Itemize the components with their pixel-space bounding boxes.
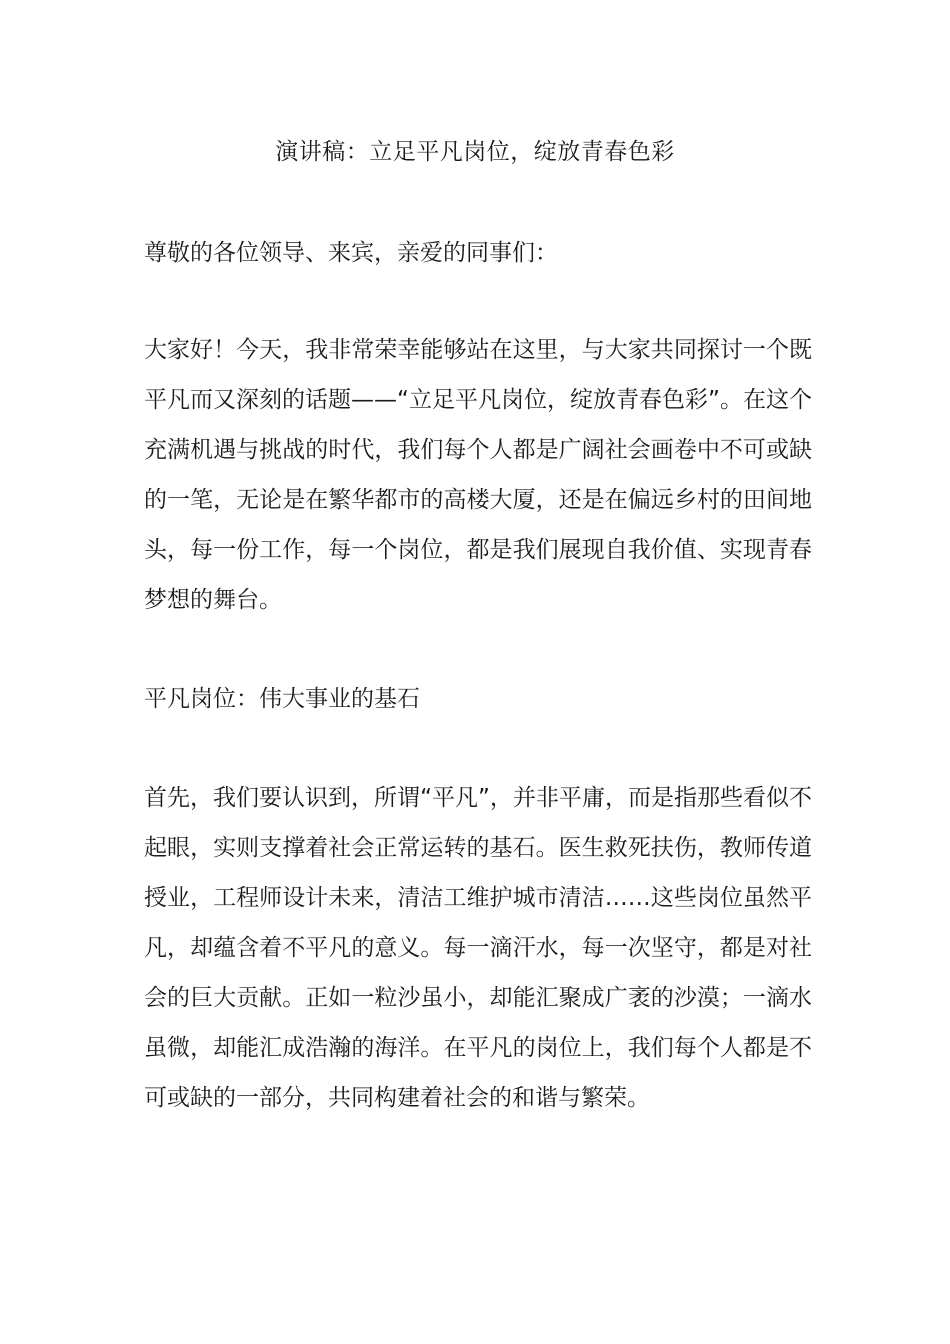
paragraph-body: 首先，我们要认识到，所谓“平凡”，并非平庸，而是指那些看似不起眼，实则支撑着社会正常运转的基石。医生救死扶伤，教师传道授业，工程师设计未来，清洁工维护城市清洁……这些岗位虽然平凡，却蕴含着不平凡的意义。每一滴汗水，每一次坚守，都是对社会的巨大贡献。正如一粒沙虽小，却能汇聚成广袤的沙漠；一滴水虽微，却能汇成浩瀚的海洋。在平凡的岗位上，我们每个人都是不可或缺的一部分，共同构建着社会的和谐与繁荣。: [144, 785, 812, 1111]
paragraph-intro: 大家好！今天，我非常荣幸能够站在这里，与大家共同探讨一个既平凡而又深刻的话题——“立足平凡岗位，绽放青春色彩”。在这个充满机遇与挑战的时代，我们每个人都是广阔社会画卷中不可或缺的一笔，无论是在繁华都市的高楼大厦，还是在偏远乡村的田间地头，每一份工作，每一个岗位，都是我们展现自我价值、实现青春梦想的舞台。: [144, 337, 812, 613]
document-title: 演讲稿：立足平凡岗位，绽放青春色彩: [275, 139, 675, 165]
section-heading: 平凡岗位：伟大事业的基石: [144, 686, 420, 712]
salutation: 尊敬的各位领导、来宾，亲爱的同事们：: [144, 240, 558, 266]
